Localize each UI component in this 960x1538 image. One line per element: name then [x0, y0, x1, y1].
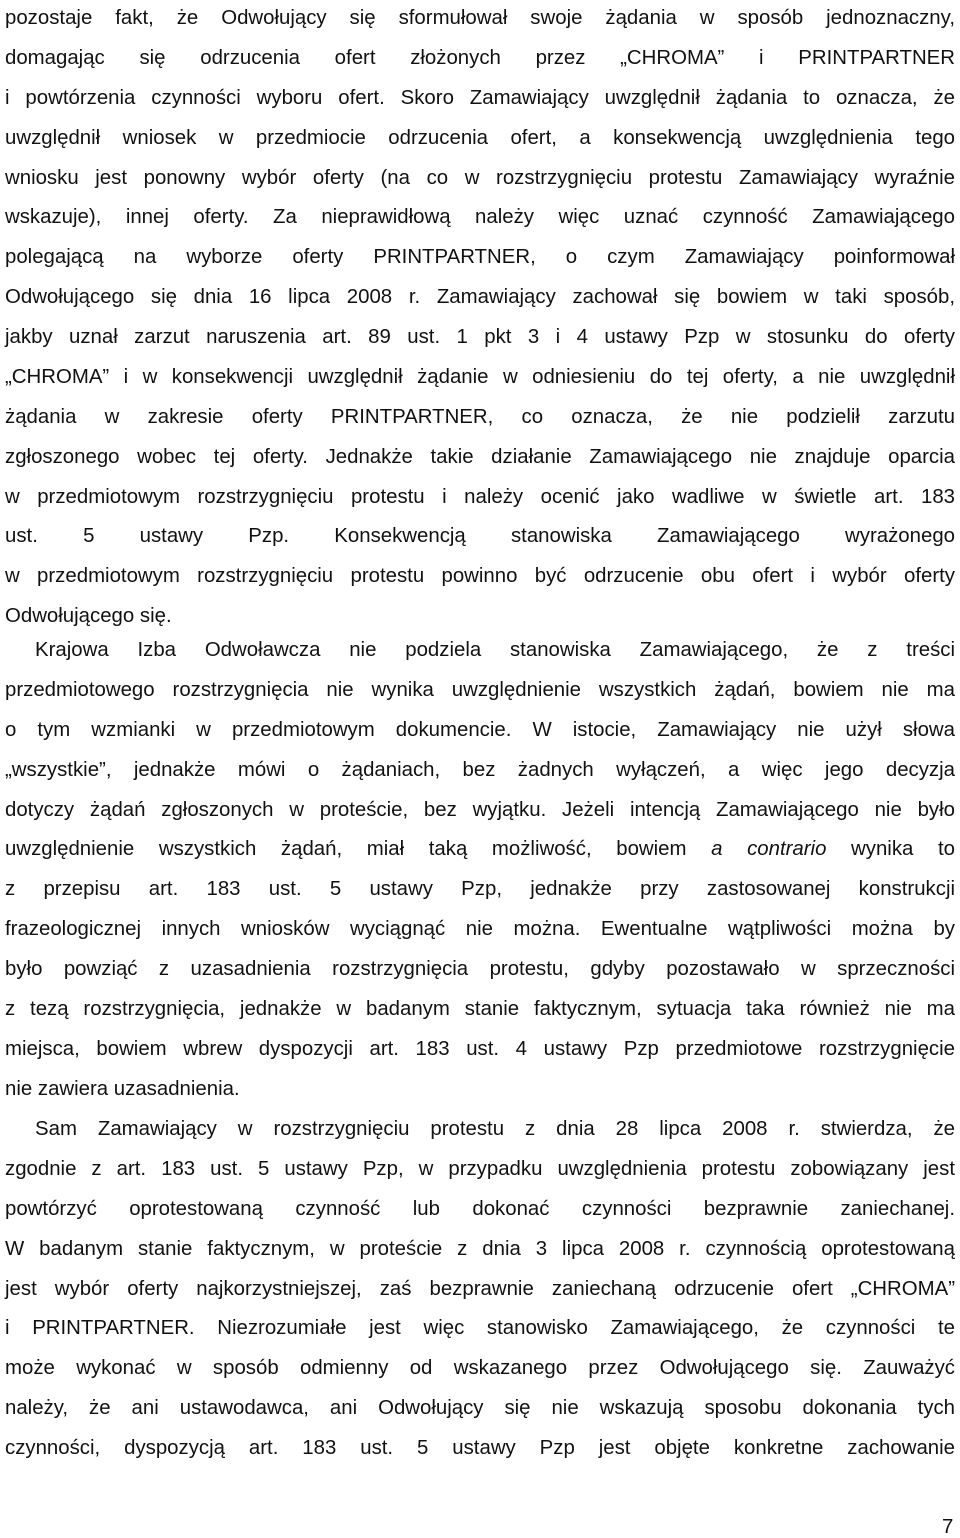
text-line: było powziąć z uzasadnienia rozstrzygnięcia protestu, gdyby pozostawało w sprzeczności: [5, 958, 955, 980]
text-line: zgłoszonego wobec tej oferty. Jednakże takie działanie Zamawiającego nie znajduje oparcia: [5, 445, 955, 468]
paragraph-2: [5, 631, 955, 1110]
text-line: Odwołującego się dnia 16 lipca 2008 r. Zamawiający zachował się bowiem w taki sposób,: [5, 286, 955, 309]
text-line: i powtórzenia czynności wyboru ofert. Skoro Zamawiający uwzględnił żądania to oznacza, że: [5, 86, 955, 109]
page-number: 7: [942, 1516, 954, 1538]
text-line: pozostaje fakt, że Odwołujący się sformułował swoje żądania w sposób jednoznaczny,: [5, 7, 955, 29]
text-segment: wynika to: [851, 838, 955, 861]
text-line: w przedmiotowym rozstrzygnięciu protestu i należy ocenić jako wadliwe w świetle art. 183: [5, 485, 955, 508]
text-line: nie zawiera uzasadnienia.: [5, 1077, 240, 1100]
text-line: wniosku jest ponowny wybór oferty (na co w rozstrzygnięciu protestu Zamawiający wyraźnie: [5, 166, 955, 189]
text-line: o tym wzmianki w przedmiotowym dokumencie. W istocie, Zamawiający nie użył słowa: [5, 718, 955, 741]
text-line: Krajowa Izba Odwoławcza nie podziela stanowiska Zamawiającego, że z treści: [35, 639, 955, 661]
paragraph-1: [5, 0, 955, 637]
text-line: W badanym stanie faktycznym, w proteście z dnia 3 lipca 2008 r. czynnością oprotestowaną: [5, 1237, 955, 1260]
text-line: może wykonać w sposób odmienny od wskazanego przez Odwołującego się. Zauważyć: [5, 1357, 955, 1380]
text-segment: uwzględnienie wszystkich żądań, miał taką możliwość, bowiem: [5, 838, 687, 861]
paragraph-3: [5, 1110, 955, 1469]
text-line: przedmiotowego rozstrzygnięcia nie wynika uwzględnienie wszystkich żądań, bowiem nie ma: [5, 678, 955, 701]
italic-phrase: a contrario: [711, 838, 827, 861]
text-line: z tezą rozstrzygnięcia, jednakże w badanym stanie faktycznym, sytuacja taka również nie ma: [5, 997, 955, 1020]
text-line: jest wybór oferty najkorzystniejszej, zaś bezprawnie zaniechaną odrzucenie ofert „CHROMA”: [5, 1277, 955, 1300]
text-line: z przepisu art. 183 ust. 5 ustawy Pzp, jednakże przy zastosowanej konstrukcji: [5, 878, 955, 901]
text-line: czynności, dyspozycją art. 183 ust. 5 ustawy Pzp jest objęte konkretne zachowanie: [5, 1437, 955, 1459]
text-line: w przedmiotowym rozstrzygnięciu protestu powinno być odrzucenie obu ofert i wybór oferty: [5, 565, 955, 588]
text-line: dotyczy żądań zgłoszonych w proteście, bez wyjątku. Jeżeli intencją Zamawiającego nie było: [5, 798, 955, 821]
text-line: ust. 5 ustawy Pzp. Konsekwencją stanowiska Zamawiającego wyrażonego: [5, 525, 955, 548]
text-line: Odwołującego się.: [5, 605, 172, 628]
text-line: zgodnie z art. 183 ust. 5 ustawy Pzp, w przypadku uwzględnienia protestu zobowiązany jest: [5, 1157, 955, 1180]
text-line: jakby uznał zarzut naruszenia art. 89 ust. 1 pkt 3 i 4 ustawy Pzp w stosunku do oferty: [5, 326, 955, 348]
text-line: domagając się odrzucenia ofert złożonych przez „CHROMA” i PRINTPARTNER: [5, 46, 955, 69]
text-line: polegającą na wyborze oferty PRINTPARTNER, o czym Zamawiający poinformował: [5, 246, 955, 269]
text-line: Sam Zamawiający w rozstrzygnięciu protestu z dnia 28 lipca 2008 r. stwierdza, że: [35, 1118, 955, 1140]
text-line: powtórzyć oprotestowaną czynność lub dokonać czynności bezprawnie zaniechanej.: [5, 1197, 955, 1220]
text-line: należy, że ani ustawodawca, ani Odwołujący się nie wskazują sposobu dokonania tych: [5, 1397, 955, 1420]
text-line: i PRINTPARTNER. Niezrozumiałe jest więc stanowisko Zamawiającego, że czynności te: [5, 1317, 955, 1340]
text-line: miejsca, bowiem wbrew dyspozycji art. 183 ust. 4 ustawy Pzp przedmiotowe rozstrzygnięcie: [5, 1037, 955, 1060]
text-line: wskazuje), innej oferty. Za nieprawidłową należy więc uznać czynność Zamawiającego: [5, 206, 955, 229]
text-line: uwzględnił wniosek w przedmiocie odrzucenia ofert, a konsekwencją uwzględnienia tego: [5, 126, 955, 149]
text-line: „wszystkie”, jednakże mówi o żądaniach, bez żadnych wyłączeń, a więc jego decyzja: [5, 758, 955, 781]
text-line: „CHROMA” i w konsekwencji uwzględnił żądanie w odniesieniu do tej oferty, a nie uwzględnił: [5, 365, 955, 388]
text-line: frazeologicznej innych wniosków wyciągnąć nie można. Ewentualne wątpliwości można by: [5, 918, 955, 941]
text-line-with-italic: [5, 830, 955, 870]
text-line: żądania w zakresie oferty PRINTPARTNER, co oznacza, że nie podzielił zarzutu: [5, 405, 955, 428]
